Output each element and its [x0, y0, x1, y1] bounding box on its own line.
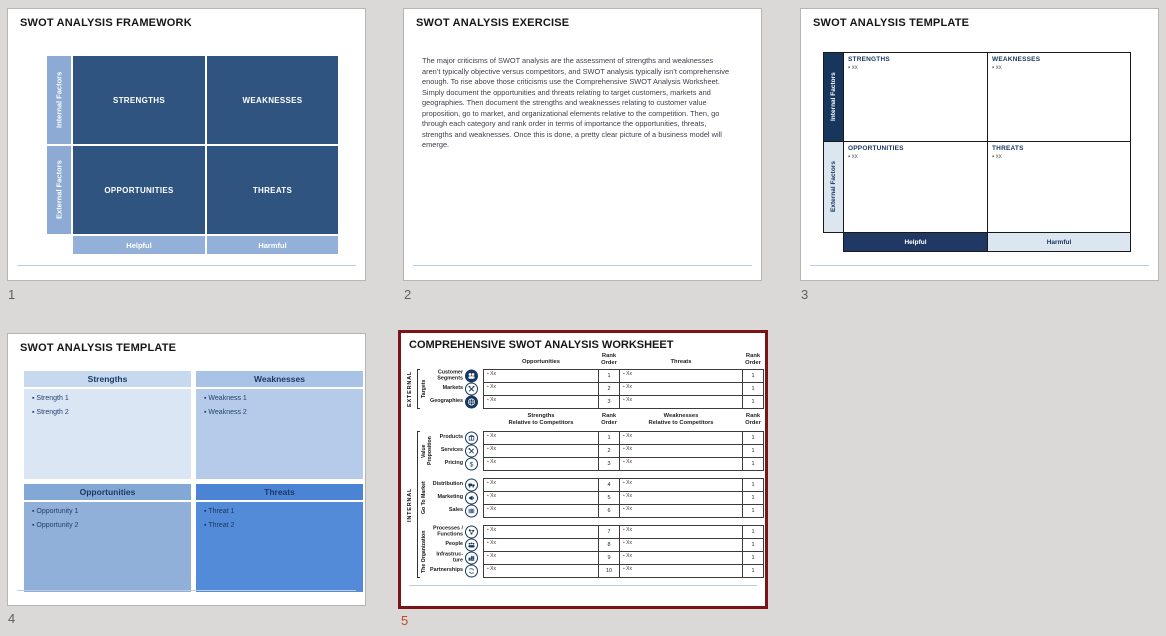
row-label: Geographies [430, 398, 463, 405]
weaknesses-quadrant: WEAKNESSES [207, 56, 338, 144]
worksheet-row [401, 504, 765, 518]
list-item: ▪ Threat 2 [204, 522, 235, 529]
worksheet-row [401, 551, 765, 565]
rank-order-header: Rank Order [745, 413, 761, 426]
worksheet-row [401, 431, 765, 445]
rank-cell: 1 [742, 538, 764, 552]
row-label: Processes / Functions [433, 525, 463, 537]
markets-icon [465, 383, 478, 396]
opportunities-bullet: ▪ xx [848, 154, 858, 160]
row-label: Pricing [444, 460, 463, 467]
people-icon [465, 539, 478, 552]
internal-factors-label: Internal Factors [47, 56, 71, 144]
slide-footer-divider [17, 590, 356, 591]
external-factors-label: External Factors [47, 146, 71, 234]
rank-cell: 1 [598, 431, 620, 445]
external-factors-label: External Factors [823, 141, 844, 233]
row-label: Infrastruc-ture [436, 551, 463, 563]
opportunity-cell: ▪ Xx [483, 382, 599, 396]
value-proposition-group-label: Value Proposition [421, 436, 433, 466]
list-item: ▪ Strength 2 [32, 409, 69, 416]
weakness-cell: ▪ Xx [619, 457, 743, 471]
threats-quadrant: THREATS [207, 146, 338, 234]
exercise-paragraph: The major criticisms of SWOT analysis are the assessment of strengths and weaknesses aren’t typically objective versus competitors, and SWOT analysis typically isn’t comprehensive enough. To rise above those criticisms use the Comprehensive SWOT Analysis Worksheet. Simply document the opportunities and threats relating to target customers, markets and geographies. Then document the strengths and weaknesses relating to customer value proposition, go to market, and organizational elements relative to the competition. Then, go through each category and rank order in terms of importance the opportunities, threats, strengths and weaknesses. Once this is done, a pretty clear picture of a business model will emerge. [422, 56, 730, 150]
rank-cell: 10 [598, 564, 620, 578]
slide-2-number: 2 [404, 287, 412, 302]
weakness-cell: ▪ Xx [619, 491, 743, 505]
rank-cell: 1 [742, 478, 764, 492]
row-label: Services [440, 447, 463, 454]
row-label: Markets [442, 385, 463, 392]
weaknesses-box [196, 371, 363, 479]
the-organization-group-label: The Organization [421, 530, 427, 573]
opportunities-quadrant: OPPORTUNITIES [73, 146, 205, 234]
rank-order-header: Rank Order [745, 353, 761, 366]
rank-cell: 2 [598, 382, 620, 396]
weakness-cell: ▪ Xx [619, 444, 743, 458]
rank-cell: 5 [598, 491, 620, 505]
slide-footer-divider [413, 265, 752, 266]
worksheet-row [401, 538, 765, 552]
strength-cell: ▪ Xx [483, 444, 599, 458]
weaknesses-cell [987, 52, 1131, 142]
list-item: ▪ Threat 1 [204, 508, 235, 515]
infrastructure-building-icon [465, 552, 478, 565]
slide-1-title: SWOT ANALYSIS FRAMEWORK [20, 17, 192, 29]
slide-5-title: COMPREHENSIVE SWOT ANALYSIS WORKSHEET [409, 339, 674, 351]
opportunities-header: OPPORTUNITIES [848, 145, 904, 152]
list-item: ▪ Opportunity 2 [32, 522, 79, 529]
targets-group-label: Targets [421, 379, 427, 399]
rank-cell: 8 [598, 538, 620, 552]
threats-header: THREATS [992, 145, 1024, 152]
row-label: Products [439, 434, 463, 441]
rank-cell: 3 [598, 457, 620, 471]
threats-bullet: ▪ xx [992, 154, 1002, 160]
customer-segments-icon [465, 370, 478, 383]
strengths-cell [843, 52, 988, 142]
strength-cell: ▪ Xx [483, 564, 599, 578]
row-label: People [445, 541, 463, 548]
swot-template-table [823, 52, 1131, 252]
rank-order-header: Rank Order [601, 413, 617, 426]
opportunity-cell: ▪ Xx [483, 369, 599, 383]
threats-header: Threats [196, 484, 363, 500]
weaknesses-bullet: ▪ xx [992, 65, 1002, 71]
weaknesses-header-line1: Weaknesses [663, 413, 699, 419]
the-organization-group [401, 525, 765, 578]
services-tools-icon [465, 445, 478, 458]
svg-text:$: $ [469, 461, 474, 469]
rank-cell: 1 [742, 564, 764, 578]
worksheet-row [401, 444, 765, 458]
rank-cell: 9 [598, 551, 620, 565]
worksheet-row [401, 369, 765, 383]
slide-2-title: SWOT ANALYSIS EXERCISE [416, 17, 570, 29]
list-item: ▪ Strength 1 [32, 395, 69, 402]
rank-cell: 1 [742, 551, 764, 565]
external-section-label: EXTERNAL [407, 370, 413, 408]
slide-1-number: 1 [8, 287, 16, 302]
strength-cell: ▪ Xx [483, 538, 599, 552]
worksheet-row [401, 478, 765, 492]
weakness-cell: ▪ Xx [619, 478, 743, 492]
weakness-cell: ▪ Xx [619, 551, 743, 565]
slide-2-thumbnail[interactable] [403, 8, 762, 281]
slide-3-title: SWOT ANALYSIS TEMPLATE [813, 17, 970, 29]
strengths-header: STRENGTHS [848, 56, 890, 63]
rank-cell: 3 [598, 395, 620, 409]
strength-cell: ▪ Xx [483, 551, 599, 565]
products-package-icon [465, 432, 478, 445]
slide-3-number: 3 [801, 287, 809, 302]
list-item: ▪ Weakness 2 [204, 409, 247, 416]
harmful-label: Harmful [207, 236, 338, 254]
threat-cell: ▪ Xx [619, 369, 743, 383]
weaknesses-header: Weaknesses [196, 371, 363, 387]
threat-cell: ▪ Xx [619, 382, 743, 396]
rank-cell: 1 [742, 525, 764, 539]
helpful-label: Helpful [73, 236, 205, 254]
strength-cell: ▪ Xx [483, 431, 599, 445]
rank-cell: 4 [598, 478, 620, 492]
rank-cell: 1 [742, 431, 764, 445]
slide-4-thumbnail[interactable] [7, 333, 366, 606]
strengths-header-line1: Strengths [527, 413, 555, 419]
threats-column-header: Threats [670, 359, 692, 365]
sales-barcode-icon [465, 505, 478, 518]
rank-cell: 6 [598, 504, 620, 518]
weakness-cell: ▪ Xx [619, 538, 743, 552]
helpful-label: Helpful [843, 232, 988, 252]
internal-section-label: INTERNAL [407, 487, 413, 522]
geographies-globe-icon [465, 396, 478, 409]
strengths-bullet: ▪ xx [848, 65, 858, 71]
distribution-truck-icon [465, 479, 478, 492]
rank-cell: 2 [598, 444, 620, 458]
slide-1-thumbnail[interactable] [7, 8, 366, 281]
worksheet [401, 333, 765, 606]
opportunities-column-header: Opportunities [522, 359, 560, 365]
slide-4-number: 4 [8, 611, 16, 626]
worksheet-row [401, 395, 765, 409]
opportunity-cell: ▪ Xx [483, 395, 599, 409]
opportunities-cell [843, 141, 988, 233]
slide-5-thumbnail-selected[interactable] [398, 330, 768, 609]
rank-cell: 1 [742, 395, 764, 409]
opportunities-header: Opportunities [24, 484, 191, 500]
rank-cell: 1 [742, 382, 764, 396]
internal-factors-label: Internal Factors [823, 52, 844, 142]
strength-cell: ▪ Xx [483, 478, 599, 492]
row-label: Sales [448, 507, 463, 514]
rank-cell: 7 [598, 525, 620, 539]
strengths-box [24, 371, 191, 479]
threats-cell [987, 141, 1131, 233]
strength-cell: ▪ Xx [483, 491, 599, 505]
strengths-header: Strengths [24, 371, 191, 387]
worksheet-row [401, 564, 765, 578]
rank-order-header: Rank Order [601, 353, 617, 366]
weakness-cell: ▪ Xx [619, 564, 743, 578]
processes-network-icon [465, 526, 478, 539]
slide-5-number: 5 [401, 613, 409, 628]
rank-cell: 1 [742, 444, 764, 458]
rank-cell: 1 [598, 369, 620, 383]
weakness-cell: ▪ Xx [619, 525, 743, 539]
pricing-dollar-icon [465, 458, 478, 471]
strength-cell: ▪ Xx [483, 457, 599, 471]
weaknesses-column-header [619, 413, 743, 426]
go-to-market-group [401, 478, 765, 518]
targets-group [401, 369, 765, 409]
weakness-cell: ▪ Xx [619, 504, 743, 518]
slide-4-title: SWOT ANALYSIS TEMPLATE [20, 342, 177, 354]
rank-cell: 1 [742, 369, 764, 383]
strengths-header-line2: Relative to Competitors [508, 419, 574, 426]
worksheet-row [401, 457, 765, 471]
slide-3-thumbnail[interactable] [800, 8, 1159, 281]
rank-cell: 1 [742, 504, 764, 518]
slide-footer-divider [17, 265, 356, 266]
worksheet-row [401, 382, 765, 396]
list-item: ▪ Weakness 1 [204, 395, 247, 402]
partnerships-cycle-icon [465, 565, 478, 578]
slide-footer-divider [409, 585, 757, 586]
worksheet-row [401, 491, 765, 505]
weaknesses-header-line2: Relative to Competitors [648, 419, 714, 426]
strength-cell: ▪ Xx [483, 525, 599, 539]
row-label: Customer Segments [437, 369, 463, 381]
marketing-megaphone-icon [465, 492, 478, 505]
value-proposition-group [401, 431, 765, 471]
strength-cell: ▪ Xx [483, 504, 599, 518]
opportunities-box [24, 484, 191, 592]
rank-cell: 1 [742, 457, 764, 471]
harmful-label: Harmful [987, 232, 1131, 252]
strengths-column-header [483, 413, 599, 426]
list-item: ▪ Opportunity 1 [32, 508, 79, 515]
slide-footer-divider [810, 265, 1149, 266]
go-to-market-group-label: Go To Market [421, 481, 427, 515]
weaknesses-header: WEAKNESSES [992, 56, 1041, 63]
threat-cell: ▪ Xx [619, 395, 743, 409]
weakness-cell: ▪ Xx [619, 431, 743, 445]
row-label: Distribution [432, 481, 463, 488]
row-label: Partnerships [430, 567, 463, 574]
threats-box [196, 484, 363, 592]
rank-cell: 1 [742, 491, 764, 505]
row-label: Marketing [437, 494, 463, 501]
strengths-quadrant: STRENGTHS [73, 56, 205, 144]
worksheet-row [401, 525, 765, 539]
